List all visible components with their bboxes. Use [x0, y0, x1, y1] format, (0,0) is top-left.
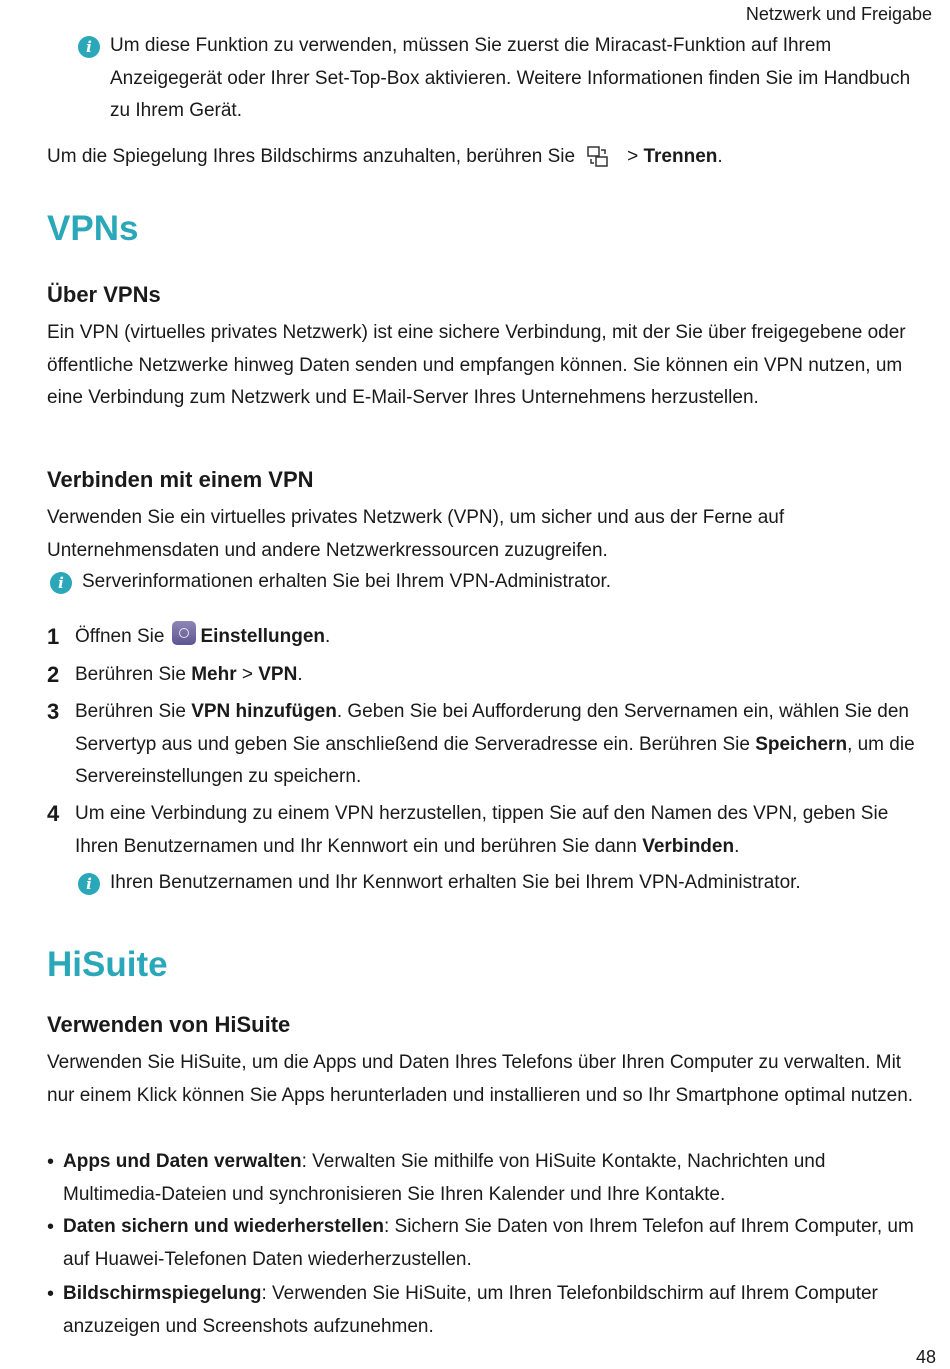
bullet-text: : Verwalten Sie mithilfe von HiSuite Kontakte, Nachrichten und Multimedia-Dateien und synchronisieren Sie Ihren Kalender und Ihre Kontakte.	[63, 1151, 826, 1205]
bullet-dot: •	[47, 1216, 55, 1238]
more-label: Mehr	[191, 664, 237, 685]
step-text: Um eine Verbindung zu einem VPN herzustellen, tippen Sie auf den Namen des VPN, geben Sie Ihren Benutzernamen und Ihr Kennwort ein und berühren Sie dann	[75, 803, 889, 857]
stop-separator: >	[627, 146, 639, 167]
server-info-note-text: Serverinformationen erhalten Sie bei Ihrem VPN-Administrator.	[82, 571, 612, 592]
info-icon: i	[50, 572, 72, 594]
settings-app-icon	[172, 621, 196, 645]
step-end: .	[325, 626, 331, 647]
screen-mirror-icon	[587, 146, 609, 180]
bullet-screen-mirroring	[47, 1278, 927, 1343]
section-title-vpns: VPNs	[47, 209, 139, 248]
step-text-middle: . Geben Sie bei Aufforderung den Servernamen ein, wählen Sie den Servertyp aus und geben Sie anschließend die Serveradresse ein. Berühren Sie	[75, 701, 909, 755]
bullet-manage-apps	[47, 1146, 927, 1211]
miracast-note	[78, 30, 918, 128]
step-end: , um die Servereinstellungen zu speichern.	[75, 733, 915, 787]
bullet-dot: •	[47, 1283, 55, 1305]
add-vpn-label: VPN hinzufügen	[191, 701, 337, 722]
running-header: Netzwerk und Freigabe	[745, 4, 932, 24]
use-hisuite-text: Verwenden Sie HiSuite, um die Apps und Daten Ihres Telefons über Ihren Computer zu verwalten. Mit nur einem Klick können Sie Apps herunterladen und installieren und so Ihr Smartphone optimal nutzen.	[47, 1052, 914, 1106]
bullet-title: Daten sichern und wiederherstellen	[63, 1216, 384, 1237]
step-2	[47, 659, 927, 692]
step-separator: >	[236, 664, 259, 685]
stop-mirroring-instruction	[47, 141, 927, 180]
step-end: .	[297, 664, 303, 685]
step-number: 3	[47, 699, 60, 724]
about-vpns-text: Ein VPN (virtuelles privates Netzwerk) ist eine sichere Verbindung, mit der Sie über freigegebene oder öffentliche Netzwerke hinweg Daten senden und empfangen können. Sie können ein VPN nutzen, um eine Verbindung zum Netzwerk und E-Mail-Server Ihres Unternehmens herzustellen.	[47, 322, 906, 408]
bullet-title: Apps und Daten verwalten	[63, 1151, 302, 1172]
step-number: 1	[47, 624, 60, 649]
section-title-hisuite: HiSuite	[47, 945, 168, 984]
server-info-note	[50, 566, 890, 599]
heading-about-vpns: Über VPNs	[47, 282, 161, 307]
info-icon: i	[78, 36, 100, 58]
miracast-note-text: Um diese Funktion zu verwenden, müssen Sie zuerst die Miracast-Funktion auf Ihrem Anzeigegerät oder Ihrer Set-Top-Box aktivieren. Weitere Informationen finden Sie im Handbuch zu Ihrem Gerät.	[110, 35, 911, 121]
bullet-text: : Verwenden Sie HiSuite, um Ihren Telefonbildschirm auf Ihrem Computer anzuzeigen und Screenshots aufzunehmen.	[63, 1283, 878, 1337]
step-1	[47, 621, 927, 654]
step-3	[47, 696, 927, 794]
stop-mirroring-text: Um die Spiegelung Ihres Bildschirms anzuhalten, berühren Sie	[47, 146, 576, 167]
step-4	[47, 798, 927, 863]
credentials-note-text: Ihren Benutzernamen und Ihr Kennwort erhalten Sie bei Ihrem VPN-Administrator.	[110, 872, 801, 893]
connect-label: Verbinden	[642, 835, 735, 857]
save-label: Speichern	[755, 733, 848, 755]
disconnect-label: Trennen	[643, 146, 718, 167]
heading-use-hisuite: Verwenden von HiSuite	[47, 1012, 291, 1037]
step-number: 4	[47, 801, 60, 826]
step-text: Berühren Sie	[75, 701, 192, 722]
stop-end: .	[717, 146, 723, 167]
info-icon: i	[78, 873, 100, 895]
step-text: Öffnen Sie	[75, 626, 165, 647]
settings-label: Einstellungen	[200, 626, 326, 647]
page-number: 48	[915, 1347, 936, 1367]
step-end: .	[734, 835, 740, 857]
step-number: 2	[47, 662, 60, 687]
heading-connect-vpn: Verbinden mit einem VPN	[47, 467, 314, 492]
bullet-text: : Sichern Sie Daten von Ihrem Telefon auf Ihrem Computer, um auf Huawei-Telefonen Daten wiederherzustellen.	[63, 1216, 914, 1270]
credentials-note	[78, 867, 918, 900]
bullet-backup-restore	[47, 1211, 927, 1276]
bullet-dot: •	[47, 1151, 55, 1173]
step-text: Berühren Sie	[75, 664, 192, 685]
vpn-label: VPN	[258, 664, 298, 685]
connect-vpn-text: Verwenden Sie ein virtuelles privates Netzwerk (VPN), um sicher und aus der Ferne auf Unternehmensdaten und andere Netzwerkressourcen zuzugreifen.	[47, 507, 785, 561]
bullet-title: Bildschirmspiegelung	[63, 1283, 262, 1304]
